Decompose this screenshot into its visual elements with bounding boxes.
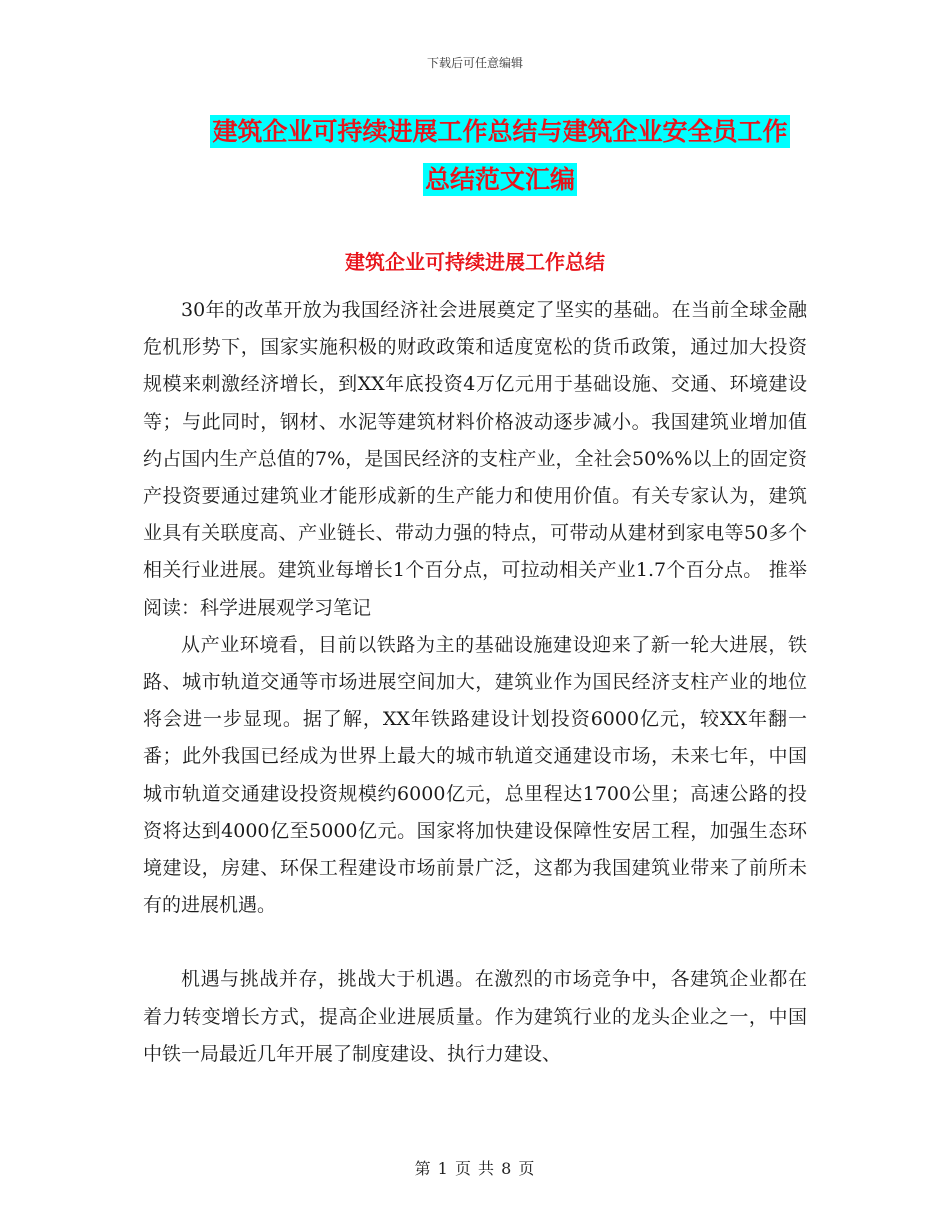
document-title bbox=[160, 108, 840, 204]
paragraph-gap bbox=[143, 924, 807, 961]
paragraph-3: 机遇与挑战并存，挑战大于机遇。在激烈的市场竞争中，各建筑企业都在着力转变增长方式，提高企业进展质量。作为建筑行业的龙头企业之一，中国中铁一局最近几年开展了制度建设、执行力建设、 bbox=[143, 968, 807, 1065]
header-note: 下载后可任意编辑 bbox=[426, 56, 523, 70]
page-number: 第 1 页 共 8 页 bbox=[414, 1159, 536, 1178]
paragraph-1: 30年的改革开放为我国经济社会进展奠定了坚实的基础。在当前全球金融危机形势下，国家实施积极的财政政策和适度宽松的货币政策，通过加大投资规模来刺激经济增长，到XX年底投资4万亿元用于基础设施、交通、环境建设等；与此同时，钢材、水泥等建筑材料价格波动逐步减小。我国建筑业增加值约占国内生产总值的7%，是国民经济的支柱产业，全社会50%%以上的固定资产投资要通过建筑业才能形成新的生产能力和使用价值。有关专家认为，建筑业具有关联度高、产业链长、带动力强的特点，可带动从建材到家电等50多个相关行业进展。建筑业每增长1个百分点，可拉动相关产业1.7个百分点。 推举阅读：科学进展观学习笔记 bbox=[143, 299, 807, 619]
paragraph-2: 从产业环境看，目前以铁路为主的基础设施建设迎来了新一轮大进展，铁路、城市轨道交通等市场进展空间加大，建筑业作为国民经济支柱产业的地位将会进一步显现。据了解，XX年铁路建设计划投资6000亿元，较XX年翻一番；此外我国已经成为世界上最大的城市轨道交通建设市场，未来七年，中国城市轨道交通建设投资规模约6000亿元，总里程达1700公里；高速公路的投资将达到4000亿至5000亿元。国家将加快建设保障性安居工程，加强生态环境建设，房建、环保工程建设市场前景广泛，这都为我国建筑业带来了前所未有的进展机遇。 bbox=[143, 633, 807, 917]
document-title-line-1: 建筑企业可持续进展工作总结与建筑企业安全员工作 bbox=[212, 117, 788, 146]
section-title: 建筑企业可持续进展工作总结 bbox=[345, 250, 605, 274]
document-body bbox=[143, 292, 807, 1073]
document-title-line-2: 总结范文汇编 bbox=[424, 165, 575, 194]
